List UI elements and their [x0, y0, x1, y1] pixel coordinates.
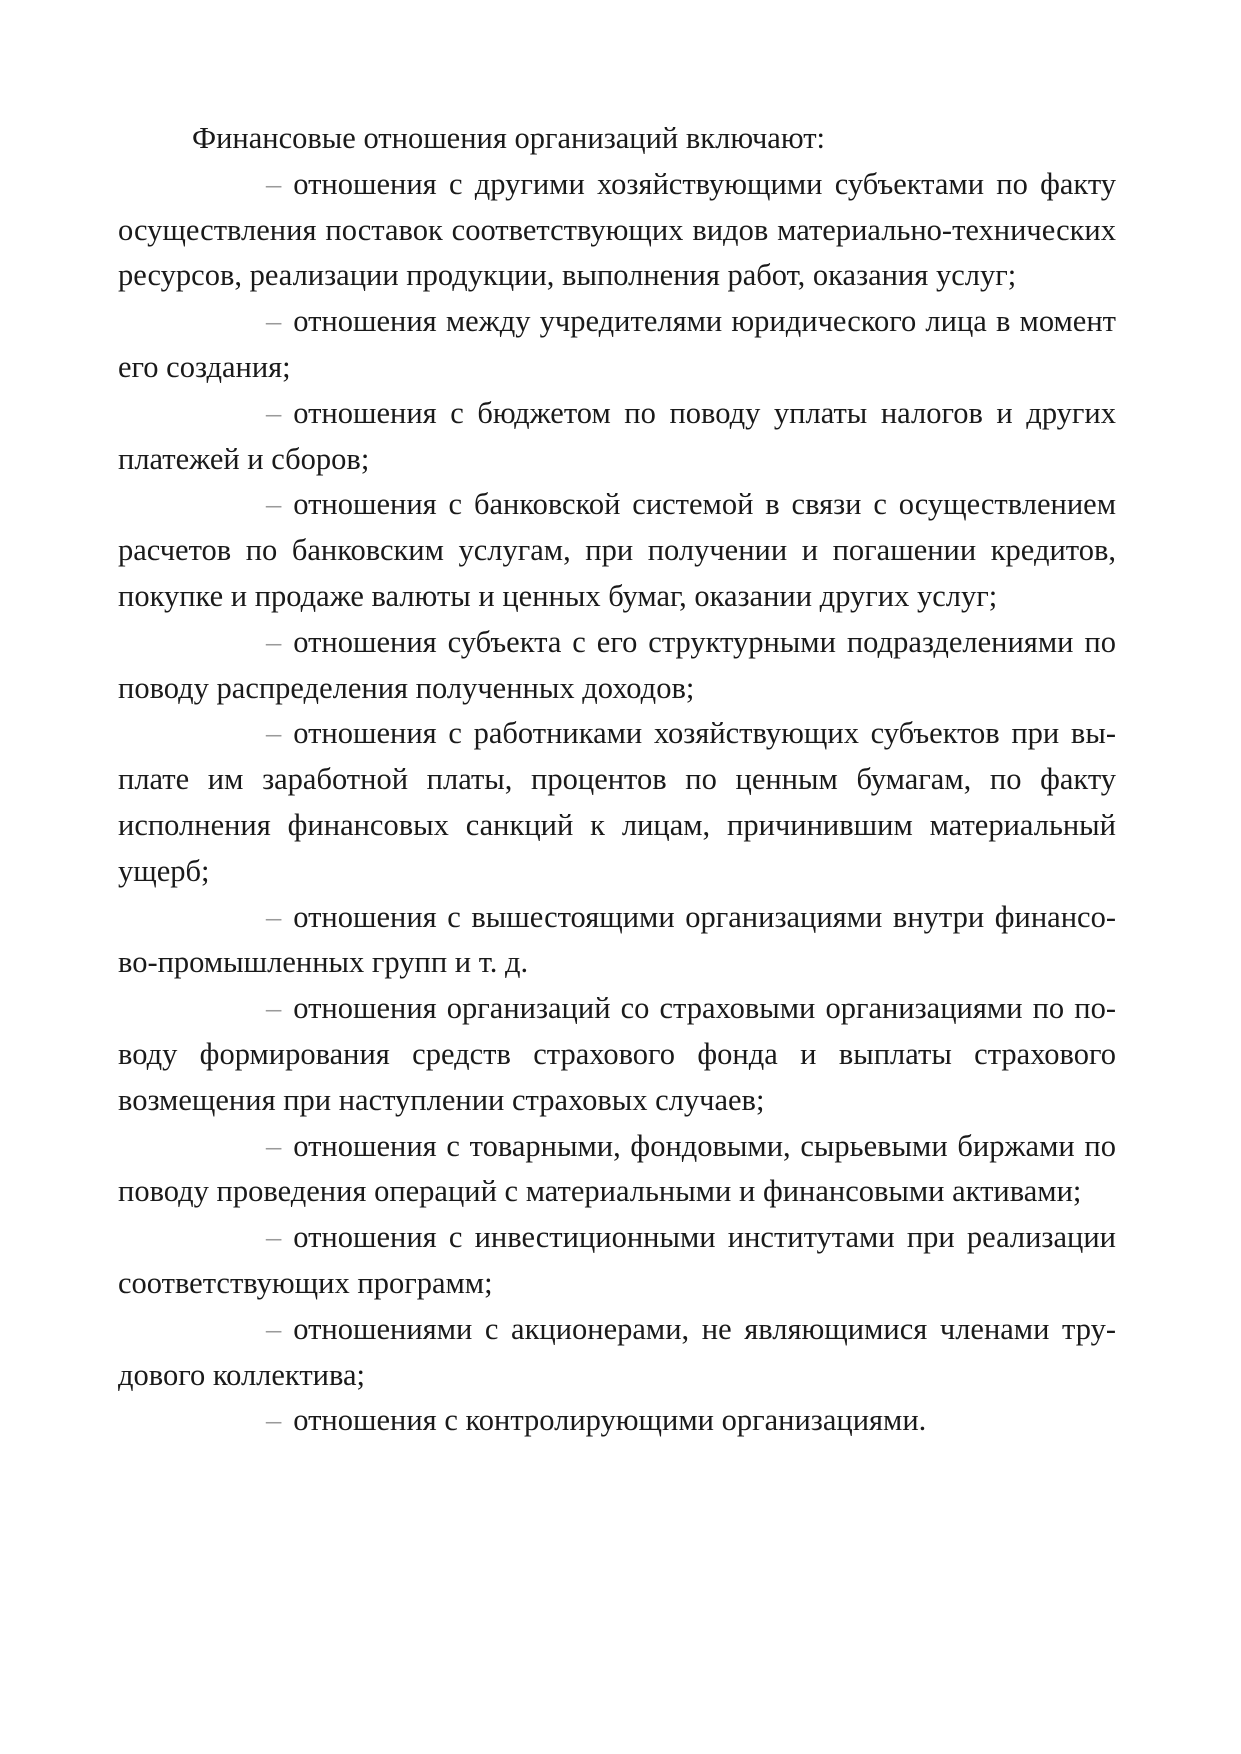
list-item	[118, 299, 1116, 391]
list-item	[118, 482, 1116, 619]
list-item-text: отношения с работниками хозяйствующих субъектов при выплате им заработной платы, процентов по ценным бумагам, по факту исполнения финансовых санкций к лицам, причинившим материальный ущерб;	[118, 716, 1116, 888]
list-item	[118, 986, 1116, 1123]
dash-marker: –	[266, 1220, 282, 1255]
list-item-text: отношения с товарными, фондовыми, сырьевыми биржами по поводу проведения операций с материальными и финансовыми активами;	[118, 1128, 1116, 1209]
list-item	[118, 711, 1116, 894]
dash-marker: –	[266, 395, 282, 430]
document-body	[118, 116, 1116, 1444]
list-item-text: отношениями с акционерами, не являющимися членами трудового коллектива;	[118, 1311, 1116, 1392]
list-item-text: отношения с контролирующими организациями.	[293, 1403, 927, 1438]
dash-marker: –	[266, 1403, 282, 1438]
list-item-text: отношения с вышестоящими организациями внутри финансово-промышленных групп и т. д.	[118, 899, 1116, 980]
dash-marker: –	[266, 624, 282, 659]
list-item	[118, 620, 1116, 712]
list-item-text: отношения организаций со страховыми организациями по поводу формирования средств страхового фонда и выплаты страхового возмещения при наступлении страховых случаев;	[118, 991, 1116, 1117]
dash-marker: –	[266, 1311, 282, 1346]
list-item-text: отношения с инвестиционными институтами при реализации соответствующих программ;	[118, 1220, 1116, 1300]
list-item	[118, 1124, 1116, 1216]
list-item-text: отношения между учредителями юридического лица в момент его создания;	[118, 304, 1116, 384]
list-item	[118, 895, 1116, 987]
list-item	[118, 1398, 1116, 1444]
list-item-text: отношения субъекта с его структурными подразделениями по поводу распределения полученных доходов;	[118, 624, 1116, 705]
list-item	[118, 1307, 1116, 1399]
dash-marker: –	[266, 487, 282, 522]
dash-marker: –	[266, 899, 282, 934]
list-item-text: отношения с другими хозяйствующими субъектами по факту осуществления поставок соответствующих видов материально-технических ресурсов, реализации продукции, выполнения работ, оказания услуг;	[118, 166, 1116, 293]
dash-marker: –	[266, 166, 282, 201]
intro-paragraph: Финансовые отношения организаций включают:	[192, 121, 826, 155]
dash-marker: –	[266, 1128, 282, 1163]
list-item	[118, 162, 1116, 299]
dash-marker: –	[266, 716, 282, 751]
list-item-text: отношения с банковской системой в связи с осуществлением расчетов по банковским услугам, при получении и погашении кредитов, покупке и продаже валюты и ценных бумаг, оказании других услуг;	[118, 487, 1116, 613]
dash-marker: –	[266, 991, 282, 1026]
list-item	[118, 1215, 1116, 1307]
list-item-text: отношения с бюджетом по поводу уплаты налогов и других платежей и сборов;	[118, 395, 1116, 476]
list-item	[118, 391, 1116, 483]
dash-marker: –	[266, 304, 282, 339]
